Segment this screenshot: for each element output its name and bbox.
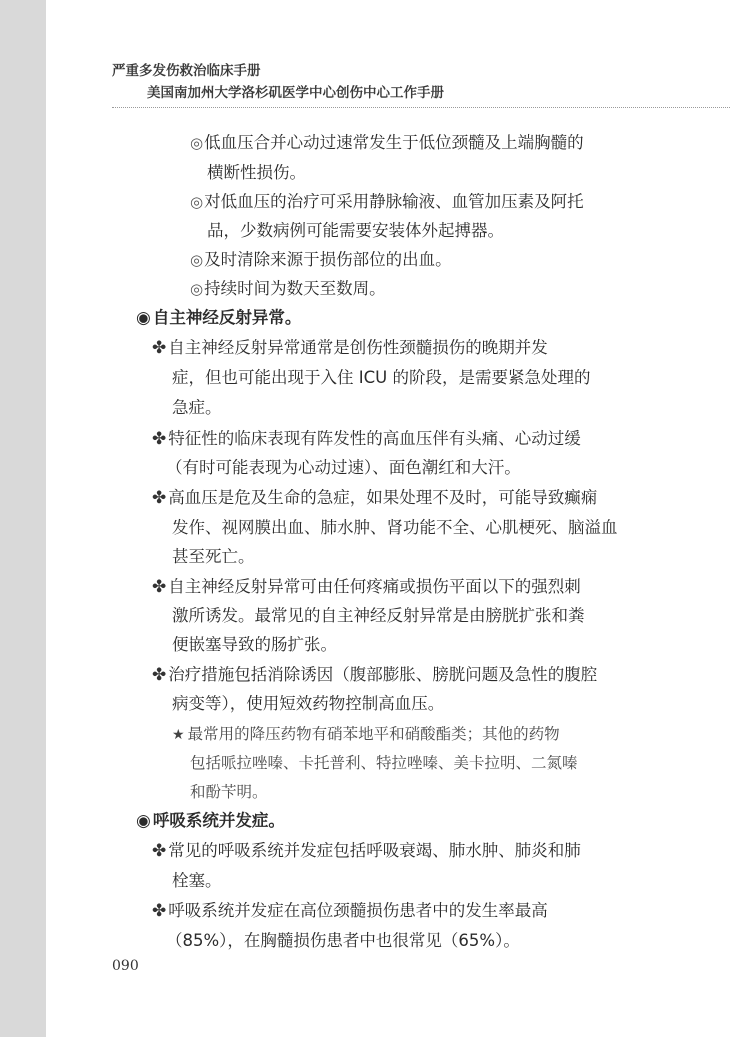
ad-item-1-line-1: ✤ 自主神经反射异常通常是创伤性颈髓损伤的晚期并发 <box>152 338 548 358</box>
hypo-item-2-line-1: ◎对低血压的治疗可采用静脉输液、血管加压素及阿托 <box>190 192 584 211</box>
ad-subitem-line-3: 和酚苄明。 <box>190 783 268 801</box>
section-bullet-icon: ◉ <box>136 811 151 831</box>
ad-item-3-line-1: ✤ 高血压是危及生命的急症，如果处理不及时，可能导致癫痫 <box>152 488 598 508</box>
circle-bullet-icon: ◎ <box>190 193 204 211</box>
hypo-item-2-line-2: 品，少数病例可能需要安装体外起搏器。 <box>207 221 504 240</box>
flower-bullet-icon: ✤ <box>152 338 167 358</box>
ad-item-3-line-2: 发作、视网膜出血、肺水肿、肾功能不全、心肌梗死、脑溢血 <box>172 518 618 537</box>
flower-bullet-icon: ✤ <box>152 841 167 861</box>
page-number: 090 <box>112 958 139 974</box>
ad-item-2-line-1: ✤ 特征性的临床表现有阵发性的高血压伴有头痛、心动过缓 <box>152 429 581 449</box>
page-gutter <box>0 0 46 1037</box>
hypo-item-4-line-1: ◎持续时间为数天至数周。 <box>190 279 386 298</box>
ad-subitem-line-1: ★ 最常用的降压药物有硝苯地平和硝酸酯类；其他的药物 <box>172 723 560 746</box>
header-book-title: 严重多发伤救治临床手册 <box>112 63 261 79</box>
circle-bullet-icon: ◎ <box>190 280 204 298</box>
resp-item-1-line-1: ✤ 常见的呼吸系统并发症包括呼吸衰竭、肺水肿、肺炎和肺 <box>152 841 581 861</box>
circle-bullet-icon: ◎ <box>190 134 204 152</box>
section-heading-respiratory: ◉ 呼吸系统并发症。 <box>136 811 285 831</box>
ad-subitem-line-2: 包括哌拉唑嗪、卡托普利、特拉唑嗪、美卡拉明、二氮嗪 <box>190 754 578 772</box>
flower-bullet-icon: ✤ <box>152 577 167 597</box>
ad-item-4-line-3: 便嵌塞导致的肠扩张。 <box>172 635 337 654</box>
resp-item-1-line-2: 栓塞。 <box>172 871 222 890</box>
header-divider <box>112 107 730 108</box>
ad-item-5-line-1: ✤ 治疗措施包括消除诱因（腹部膨胀、膀胱问题及急性的腹腔 <box>152 665 598 685</box>
star-bullet-icon: ★ <box>172 727 185 743</box>
hypo-item-1-line-2: 横断性损伤。 <box>207 163 306 182</box>
hypo-item-3-line-1: ◎及时清除来源于损伤部位的出血。 <box>190 250 452 269</box>
ad-item-5-line-2: 病变等），使用短效药物控制高血压。 <box>172 694 445 713</box>
running-header <box>112 62 672 102</box>
ad-item-2-line-2: （有时可能表现为心动过速）、面色潮红和大汗。 <box>166 458 521 477</box>
circle-bullet-icon: ◎ <box>190 251 204 269</box>
flower-bullet-icon: ✤ <box>152 429 167 449</box>
header-book-subtitle: 美国南加州大学洛杉矶医学中心创伤中心工作手册 <box>147 85 444 101</box>
section-bullet-icon: ◉ <box>136 308 151 328</box>
flower-bullet-icon: ✤ <box>152 665 167 685</box>
resp-item-2-line-1: ✤ 呼吸系统并发症在高位颈髓损伤患者中的发生率最高 <box>152 901 548 921</box>
resp-item-2-line-2: （85%），在胸髓损伤患者中也很常见（65%）。 <box>166 931 520 950</box>
ad-item-4-line-2: 激所诱发。最常见的自主神经反射异常是由膀胱扩张和粪 <box>172 606 585 625</box>
ad-item-1-line-2: 症，但也可能出现于入住 ICU 的阶段，是需要紧急处理的 <box>172 368 591 387</box>
ad-item-3-line-3: 甚至死亡。 <box>172 547 255 566</box>
flower-bullet-icon: ✤ <box>152 901 167 921</box>
ad-item-1-line-3: 急症。 <box>172 398 222 417</box>
section-heading-autonomic-dysreflexia: ◉ 自主神经反射异常。 <box>136 308 302 328</box>
hypo-item-1-line-1: ◎低血压合并心动过速常发生于低位颈髓及上端胸髓的 <box>190 133 584 152</box>
flower-bullet-icon: ✤ <box>152 488 167 508</box>
ad-item-4-line-1: ✤ 自主神经反射异常可由任何疼痛或损伤平面以下的强烈刺 <box>152 577 581 597</box>
